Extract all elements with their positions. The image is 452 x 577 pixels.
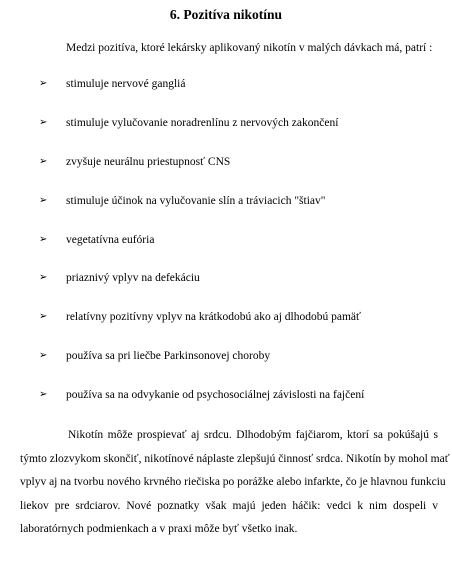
arrow-bullet-icon: ➢ bbox=[39, 234, 48, 245]
bullet-text: používa sa pri liečbe Parkinsonovej choroby bbox=[66, 350, 271, 362]
bullet-text: priaznivý vplyv na defekáciu bbox=[66, 272, 200, 284]
bullet-text: stimuluje vylučovanie noradrenlínu z nervových zakončení bbox=[66, 117, 339, 129]
paragraph-line: liekov pre srdciarov. Nové poznatky však majú jeden háčik: vedci k nim dospeli v bbox=[20, 499, 438, 512]
arrow-bullet-icon: ➢ bbox=[39, 311, 48, 322]
paragraph-line: týmto zlozvykom skončiť, nikotínové náplaste zlepšujú činnosť srdca. Nikotín by mohol mať bbox=[20, 452, 450, 465]
bullet-text: stimuluje účinok na vylučovanie slín a tráviacich "štiav" bbox=[66, 195, 326, 207]
arrow-bullet-icon: ➢ bbox=[39, 195, 48, 206]
arrow-bullet-icon: ➢ bbox=[39, 156, 48, 167]
paragraph-line: laboratórnych podmienkach a v praxi môže byť všetko inak. bbox=[20, 523, 298, 535]
arrow-bullet-icon: ➢ bbox=[39, 78, 48, 89]
arrow-bullet-icon: ➢ bbox=[39, 350, 48, 361]
section-heading: 6. Pozitíva nikotínu bbox=[169, 7, 283, 22]
bullet-text: zvyšuje neurálnu priestupnosť CNS bbox=[66, 156, 231, 168]
arrow-bullet-icon: ➢ bbox=[39, 117, 48, 128]
bullet-text: používa sa na odvykanie od psychosociálnej závislosti na fajčení bbox=[66, 389, 365, 401]
bullet-text: stimuluje nervové gangliá bbox=[66, 78, 186, 90]
arrow-bullet-icon: ➢ bbox=[39, 272, 48, 283]
paragraph-line: vplyv aj na tvorbu nového krvného riečiska po porážke alebo infarkte, čo je hlavnou funkciu bbox=[20, 476, 446, 488]
paragraph-line: Nikotín môže prospievať aj srdcu. Dlhodobým fajčiarom, ktorí sa pokúšajú s bbox=[68, 429, 438, 441]
intro-sentence: Medzi pozitíva, ktoré lekársky aplikovaný nikotín v malých dávkach má, patrí : bbox=[66, 42, 433, 54]
body-paragraph bbox=[20, 424, 450, 542]
bullet-text: relatívny pozitívny vplyv na krátkodobú ako aj dlhodobú pamäť bbox=[66, 311, 361, 323]
bullet-text: vegetatívna eufória bbox=[66, 234, 155, 246]
arrow-bullet-icon: ➢ bbox=[39, 389, 48, 400]
